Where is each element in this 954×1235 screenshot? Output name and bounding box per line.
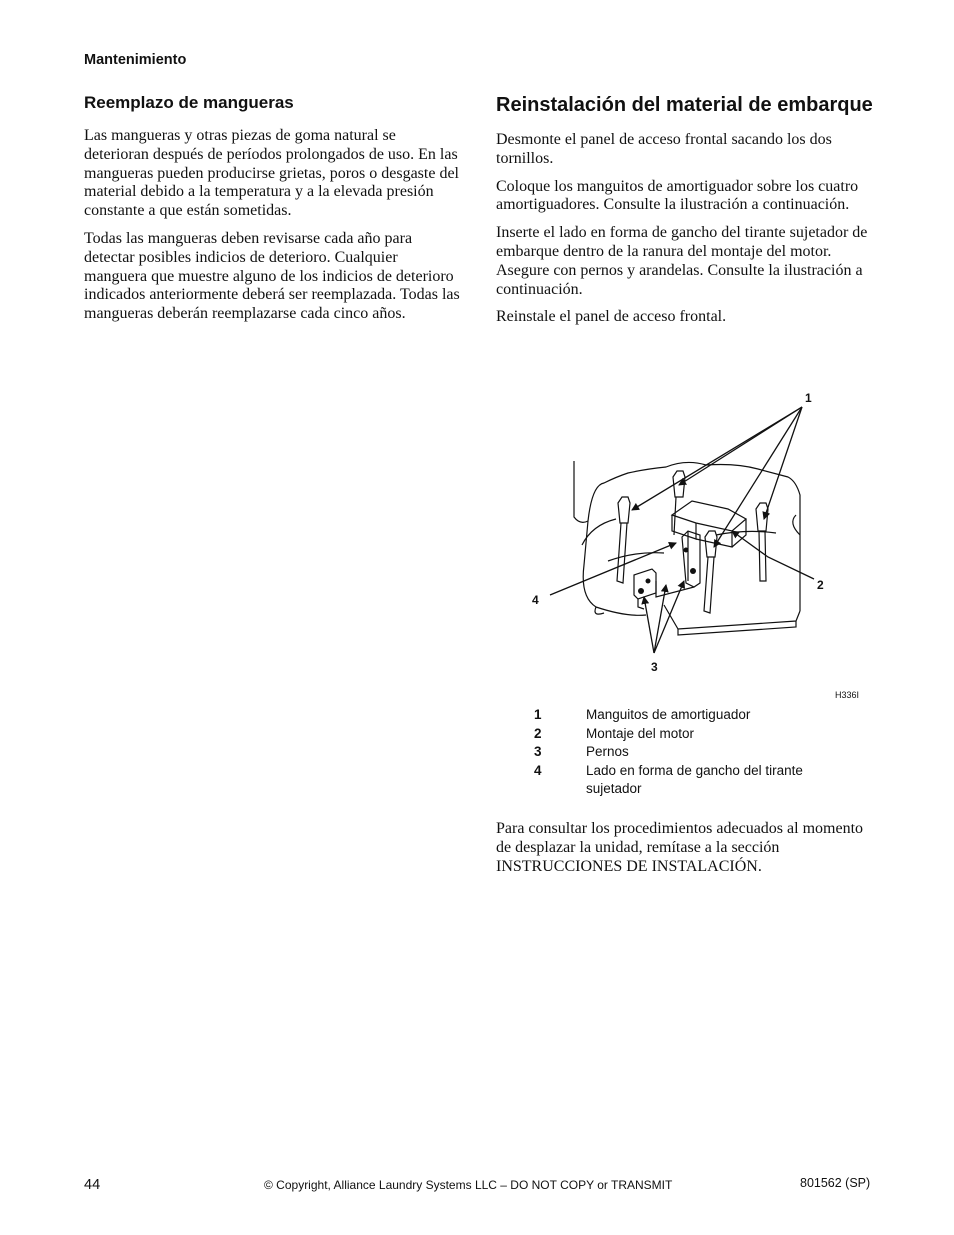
page-number: 44 — [84, 1177, 101, 1193]
legend-number: 2 — [534, 725, 542, 741]
legend-item — [534, 725, 854, 744]
callout-1: 1 — [805, 391, 812, 405]
document-number: 801562 (SP) — [800, 1176, 871, 1190]
legend-number: 4 — [534, 762, 542, 778]
left-column — [84, 93, 464, 333]
legend-item — [534, 743, 854, 762]
hose-replacement-heading: Reemplazo de mangueras — [84, 93, 294, 112]
right-column — [496, 93, 876, 336]
legend-item — [534, 706, 854, 725]
legend-item — [534, 762, 854, 799]
legend-text: Pernos — [586, 744, 629, 759]
illustration-drawing — [496, 385, 876, 705]
legend-text: Montaje del motor — [586, 725, 695, 741]
hose-paragraph-1: Las mangueras y otras piezas de goma natural se deterioran después de períodos prolongados de uso. En las mangueras pueden producirse grietas, poros o desgaste del material debido a la temperatura y a la elevada presión constante a que están sometidas. — [84, 127, 459, 220]
shipping-paragraph-1: Desmonte el panel de acceso frontal sacando los dos tornillos. — [496, 131, 832, 167]
hose-paragraph-2: Todas las mangueras deben revisarse cada año para detectar posibles indicios de deterioro. Cualquier manguera que muestre alguno de los indicios de deterioro indicados anteriormente deberá ser reemplazada. Todas las mangueras deberán reemplazarse cada cinco años. — [84, 229, 460, 323]
shipping-paragraph-3: Inserte el lado en forma de gancho del tirante sujetador de embarque dentro de la ranura del montaje del motor. Asegure con pernos y arandelas. Consulte la ilustración a continuación. — [496, 224, 868, 298]
shipping-material-heading: Reinstalación del material de embarque — [496, 94, 873, 116]
callout-2: 2 — [817, 578, 824, 592]
section-header: Mantenimiento — [84, 52, 187, 68]
copyright-notice: © Copyright, Alliance Laundry Systems LLC – DO NOT COPY or TRANSMIT — [264, 1178, 673, 1192]
closing-paragraph: Para consultar los procedimientos adecuados al momento de desplazar la unidad, remítase a la sección INSTRUCCIONES DE INSTALACIÓN. — [496, 820, 864, 875]
figure-legend — [534, 706, 854, 799]
legend-text: Manguitos de amortiguador — [586, 707, 751, 722]
legend-text: Lado en forma de gancho del tirante sujetador — [586, 762, 803, 796]
shipping-paragraph-4: Reinstale el panel de acceso frontal. — [496, 308, 727, 326]
legend-number: 1 — [534, 707, 542, 722]
legend-number: 3 — [534, 744, 542, 759]
figure-code: H336I — [835, 690, 860, 700]
shipping-brace-illustration — [496, 385, 876, 705]
callout-4: 4 — [532, 593, 539, 607]
callout-3: 3 — [651, 660, 658, 674]
shipping-paragraph-2: Coloque los manguitos de amortiguador sobre los cuatro amortiguadores. Consulte la ilustración a continuación. — [496, 177, 859, 214]
